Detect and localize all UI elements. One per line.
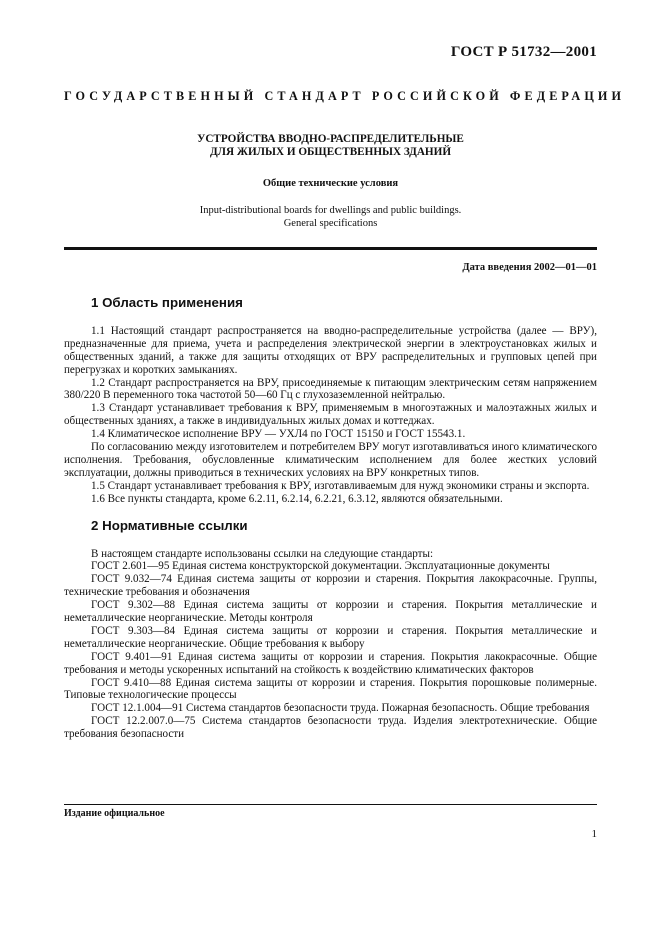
official-edition-label: Издание официальное (64, 808, 165, 819)
english-title-line-2: General specifications (283, 218, 378, 229)
reference-item: ГОСТ 12.2.007.0—75 Система стандартов безопасности труда. Изделия электротехнические. Общие требования безопасности (64, 715, 597, 741)
paragraph-1-3: 1.3 Стандарт устанавливает требования к ВРУ, применяемым в многоэтажных и малоэтажных жилых и общественных зданиях, а также в индивидуальных жилых домах и коттеджах. (64, 402, 597, 428)
paragraph-1-4-note: По согласованию между изготовителем и потребителем ВРУ могут изготавливаться иного климатического исполнения. Требования, обусловленные климатическим исполнением для более жестких условий эксплуатации, должны приводиться в технических условиях на ВРУ конкретных типов. (64, 441, 597, 479)
section-heading-references: 2 Нормативные ссылки (91, 517, 248, 533)
section-heading-scope: 1 Область применения (91, 295, 243, 310)
reference-item: ГОСТ 9.303—84 Единая система защиты от коррозии и старения. Покрытия металлические и неметаллические неорганические. Общие требования к выбору (64, 624, 597, 650)
reference-item: ГОСТ 9.302—88 Единая система защиты от коррозии и старения. Покрытия металлические и неметаллические неорганические. Методы контроля (64, 599, 597, 625)
state-standard-title: ГОСУДАРСТВЕННЫЙ СТАНДАРТ РОССИЙСКОЙ ФЕДЕРАЦИИ (64, 89, 626, 103)
document-body (64, 297, 597, 741)
paragraph-1-1: 1.1 Настоящий стандарт распространяется на вводно-распределительные устройства (далее — ВРУ), предназначенные для приема, учета и распределения электрической энергии в электроустановках жилых и общественных зданий, а также для защиты отходящих от ВРУ распределительных и групповых цепей при перегрузках и коротких замыканиях. (64, 324, 597, 376)
page-number: 1 (591, 828, 597, 840)
introduction-date: Дата введения 2002—01—01 (462, 262, 597, 273)
title-line-2: ДЛЯ ЖИЛЫХ И ОБЩЕСТВЕННЫХ ЗДАНИЙ (209, 146, 452, 158)
document-subtitle: Общие технические условия (262, 178, 399, 189)
footer-divider (64, 804, 597, 805)
reference-item: ГОСТ 9.401—91 Единая система защиты от коррозии и старения. Покрытия лакокрасочные. Общие требования и методы ускоренных испытаний на стойкость к воздействию климатических факторов (64, 650, 597, 676)
english-title-line-1: Input-distributional boards for dwellings and public buildings. (199, 205, 462, 216)
reference-item: ГОСТ 12.1.004—91 Система стандартов безопасности труда. Пожарная безопасность. Общие требования (91, 702, 590, 715)
references-intro: В настоящем стандарте использованы ссылки на следующие стандарты: (91, 547, 434, 560)
document-title (64, 133, 597, 159)
document-code: ГОСТ Р 51732—2001 (450, 44, 597, 60)
paragraph-1-6: 1.6 Все пункты стандарта, кроме 6.2.11, 6.2.14, 6.2.21, 6.3.12, являются обязательными. (91, 492, 503, 505)
title-line-1: УСТРОЙСТВА ВВОДНО-РАСПРЕДЕЛИТЕЛЬНЫЕ (197, 133, 464, 145)
paragraph-1-2: 1.2 Стандарт распространяется на ВРУ, присоединяемые к питающим электрическим сетям напряжением 380/220 В переменного тока частотой 50—60 Гц с глухозаземленной нейтралью. (64, 376, 597, 402)
reference-item: ГОСТ 2.601—95 Единая система конструкторской документации. Эксплуатационные документы (91, 560, 550, 573)
reference-item: ГОСТ 9.410—88 Единая система защиты от коррозии и старения. Покрытия порошковые полимерные. Типовые технологические процессы (64, 676, 597, 702)
title-divider (64, 247, 597, 250)
paragraph-1-4: 1.4 Климатическое исполнение ВРУ — УХЛ4 по ГОСТ 15150 и ГОСТ 15543.1. (91, 428, 466, 441)
reference-item: ГОСТ 9.032—74 Единая система защиты от коррозии и старения. Покрытия лакокрасочные. Группы, технические требования и обозначения (64, 573, 597, 599)
paragraph-1-5: 1.5 Стандарт устанавливает требования к ВРУ, изготавливаемым для нужд экономики страны и экспорта. (91, 479, 590, 492)
english-title (64, 204, 597, 230)
